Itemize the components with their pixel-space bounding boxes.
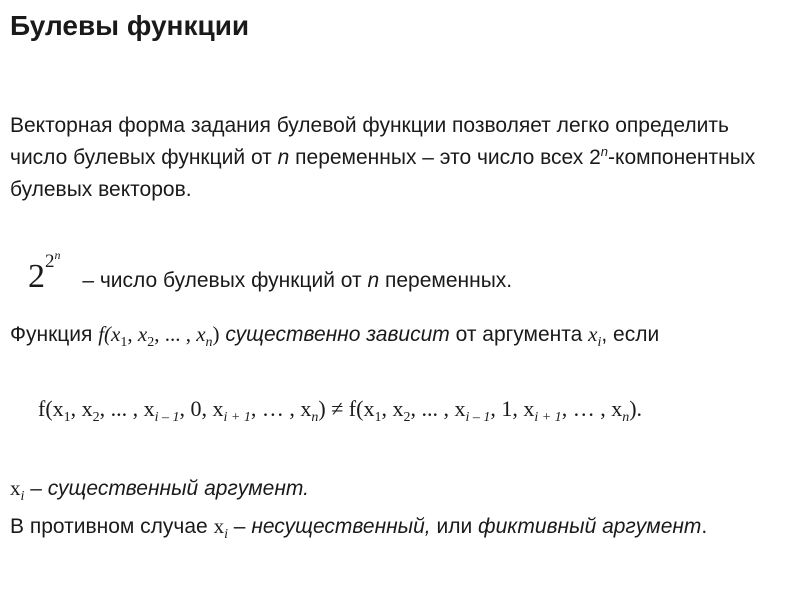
eq-part-11: ).	[629, 396, 643, 421]
intro-text-3: -компонентных булевых векторов.	[10, 146, 756, 201]
intro-var-n: n	[277, 146, 290, 169]
other-text-5: фиктивный аргумент	[478, 515, 702, 538]
eq-sub-2: 2	[92, 410, 100, 425]
def-text-4: , если	[601, 323, 660, 346]
def-text-2: существенно зависит	[219, 323, 450, 346]
count-formula	[28, 248, 512, 296]
eq-part-3: , ... , x	[99, 396, 155, 421]
eq-sub-5: n	[311, 410, 319, 425]
intro-paragraph	[10, 110, 785, 206]
eq-part-10: , … , x	[561, 396, 623, 421]
def-text-3: от аргумента	[449, 323, 589, 346]
eq-part-5: , … , x	[250, 396, 312, 421]
eq-sub-9: i + 1	[534, 410, 562, 425]
other-text-3: несущественный,	[251, 515, 431, 538]
def-sep-1: ,	[127, 322, 138, 346]
eq-part-8: , ... , x	[410, 396, 466, 421]
other-text-6: .	[701, 515, 708, 538]
def-text-1: Функция	[10, 323, 99, 346]
def-f: f(	[98, 322, 112, 346]
intro-text-1: Векторная форма задания булевой функции позволяет легко определить число булевых функций от	[10, 114, 729, 169]
eq-sub-4: i + 1	[223, 410, 251, 425]
other-text-1: В противном случае	[10, 515, 214, 538]
ess-sub-i: i	[20, 489, 25, 504]
eq-part-7: , x	[381, 396, 404, 421]
def-sep-2: , ... ,	[154, 322, 197, 346]
formula-text-1: – число булевых функций от	[76, 269, 368, 292]
ess-x: x	[10, 476, 21, 500]
formula-text-2: переменных.	[379, 269, 513, 292]
def-x2: x	[137, 322, 148, 346]
eq-sub-7: 2	[403, 410, 411, 425]
def-sub-1: 1	[120, 335, 128, 350]
eq-part-2: , x	[70, 396, 93, 421]
def-xi: x	[588, 322, 598, 346]
other-text-2: –	[227, 515, 252, 538]
formula-var-n: n	[367, 269, 380, 292]
def-xn: x	[196, 322, 206, 346]
intro-sup-n: n	[600, 144, 609, 159]
def-sub-2: 2	[147, 335, 155, 350]
ess-text: – существенный аргумент.	[24, 477, 310, 500]
page-title: Булевы функции	[10, 10, 250, 41]
inequality-formula	[38, 396, 643, 425]
def-sub-n: n	[205, 335, 213, 350]
formula-exponent: 2	[45, 251, 55, 272]
eq-part-4: , 0, x	[179, 396, 224, 421]
fictitious-argument-line	[10, 510, 790, 543]
intro-text-2: переменных – это число всех 2	[289, 146, 601, 169]
def-sub-i: i	[597, 335, 602, 350]
formula-exponent-n: n	[54, 248, 61, 262]
def-x1: x	[111, 322, 121, 346]
def-close: )	[212, 322, 220, 346]
formula-base: 2	[28, 258, 45, 295]
other-sub-i: i	[224, 527, 228, 542]
definition-line	[10, 322, 660, 350]
eq-sub-3: i – 1	[154, 410, 180, 425]
eq-part-6: ) ≠ f(x	[318, 396, 375, 421]
eq-part-1: f(x	[38, 396, 64, 421]
other-text-4: или	[430, 515, 479, 538]
other-x: x	[213, 514, 225, 538]
eq-sub-8: i – 1	[465, 410, 491, 425]
eq-sub-10: n	[622, 410, 630, 425]
essential-argument-line	[10, 476, 310, 504]
eq-sub-1: 1	[63, 410, 71, 425]
eq-part-9: , 1, x	[490, 396, 535, 421]
eq-sub-6: 1	[374, 410, 382, 425]
